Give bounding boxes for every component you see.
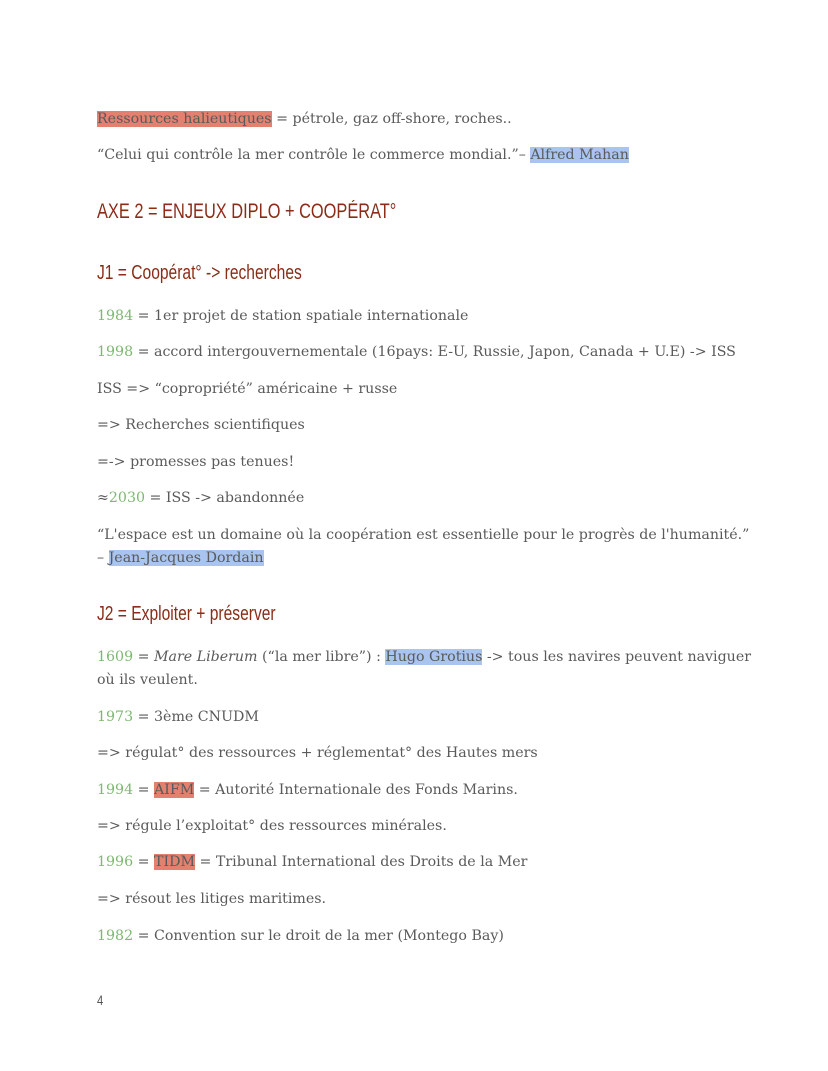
text: = Convention sur le droit de la mer (Montego Bay): [133, 928, 504, 944]
paragraph: => résout les litiges maritimes.: [97, 891, 327, 907]
text-italic: Mare Liberum: [154, 649, 258, 665]
year: 1994: [97, 782, 134, 798]
year: 1984: [97, 308, 134, 324]
paragraph: =-> promesses pas tenues!: [97, 454, 295, 470]
year: 2030: [108, 490, 145, 506]
paragraph: [97, 925, 504, 948]
paragraph: => Recherches scientifiques: [97, 417, 305, 433]
year: 1982: [97, 928, 134, 944]
author: Jean-Jacques Dordain: [108, 550, 264, 566]
text: = Autorité Internationale des Fonds Marins.: [194, 782, 518, 798]
text: où ils veulent.: [97, 672, 198, 688]
paragraph: [97, 779, 518, 802]
heading-axe2: AXE 2 = ENJEUX DIPLO + COOPÉRAT°: [97, 200, 397, 223]
year: 1996: [97, 854, 134, 870]
quote: [97, 524, 749, 570]
year: 1973: [97, 709, 134, 725]
paragraph: [97, 487, 304, 510]
text: –: [97, 550, 109, 566]
paragraph: [97, 305, 468, 328]
text: =: [133, 649, 155, 665]
paragraph: [97, 706, 259, 729]
quote: [97, 144, 629, 167]
author: Alfred Mahan: [530, 147, 629, 163]
highlighted-term: Ressources halieutiques: [97, 111, 272, 127]
text: =: [133, 782, 155, 798]
text: =: [133, 854, 155, 870]
text: = Tribunal International des Droits de la Mer: [195, 854, 528, 870]
year: 1609: [97, 649, 134, 665]
text: = 1er projet de station spatiale internationale: [133, 308, 469, 324]
heading-j2: J2 = Exploiter + préserver: [97, 603, 276, 625]
text: “Celui qui contrôle la mer contrôle le commerce mondial.”–: [97, 147, 531, 163]
text: = accord intergouvernementale (16pays: E-U, Russie, Japon, Canada + U.E) -> ISS: [133, 344, 736, 360]
text: (“la mer libre”) :: [257, 649, 386, 665]
paragraph: => régule l’exploitat° des ressources minérales.: [97, 818, 447, 834]
text: = ISS -> abandonnée: [145, 490, 305, 506]
paragraph: => régulat° des ressources + réglementat° des Hautes mers: [97, 745, 538, 761]
page-number: 4: [97, 992, 104, 1008]
text: ≈: [97, 490, 109, 506]
heading-j1: J1 = Coopérat° -> recherches: [97, 262, 302, 284]
paragraph: [97, 108, 512, 131]
text: = pétrole, gaz off-shore, roches..: [271, 111, 512, 127]
highlighted-term: AIFM: [154, 782, 195, 798]
paragraph: [97, 341, 736, 364]
text: -> tous les navires peuvent naviguer: [482, 649, 751, 665]
paragraph: [97, 851, 527, 874]
text: = 3ème CNUDM: [133, 709, 259, 725]
paragraph: ISS => “copropriété” américaine + russe: [97, 381, 398, 397]
text: “L'espace est un domaine où la coopération est essentielle pour le progrès de l'humanité.”: [97, 527, 750, 543]
year: 1998: [97, 344, 134, 360]
paragraph: [97, 646, 751, 692]
highlighted-term: TIDM: [154, 854, 196, 870]
author: Hugo Grotius: [385, 649, 483, 665]
